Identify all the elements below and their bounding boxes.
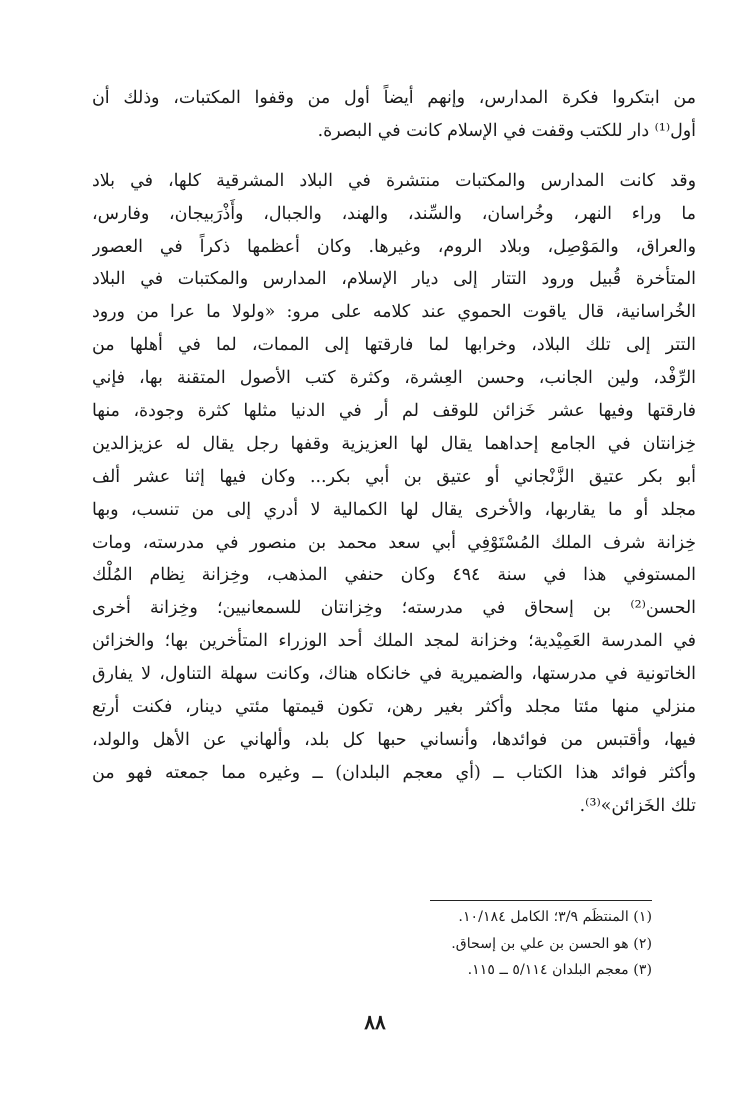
text-line: الرِّفْد، ولين الجانب، وحسن العِشرة، وكثرة كتب الأصول المتقنة بها، فإني: [92, 368, 696, 389]
page-number: ٨٨: [364, 1010, 386, 1034]
footnotes: [292, 904, 652, 984]
text-line: المتأخرة قُبيل ورود التتار إلى ديار الإسلام، المدارس والمكتبات في البلاد: [92, 269, 696, 290]
text-line: المستوفي هذا في سنة ٤٩٤ وكان حنفي المذهب، وخِزانة نِظام المُلْك: [92, 565, 696, 586]
text-line: التتر إلى تلك البلاد، وخرابها لما فارقتها إلى الممات، لما في أهلها من: [92, 335, 696, 356]
footnote-divider: [430, 900, 652, 901]
text-line: أول⁽¹⁾ دار للكتب وقفت في الإسلام كانت في البصرة.: [317, 120, 696, 141]
footnote: (٣) معجم البلدان ٥/١١٤ ــ ١١٥.: [467, 962, 652, 978]
text-line: الخاتونية في مدرستها، والضميرية في خانكاه هناك، وكانت سهلة التناول، لا يفارق: [92, 664, 696, 685]
text-line: مجلد أو ما يقاربها، والأخرى يقال لها الكمالية لا أدري إلى من تنسب، وبها: [92, 499, 696, 520]
footnote: (٢) هو الحسن بن علي بن إسحاق.: [451, 935, 652, 952]
text-line: فارقتها وفيها عشر خَزائن للوقف لم أر في الدنيا مثلها كثرة وجودة، منها: [92, 401, 696, 422]
paragraph-gap: [92, 148, 696, 165]
text-line: ما وراء النهر، وخُراسان، والسِّند، والهند، والجبال، وأَذْرَبيجان، وفارس،: [92, 203, 696, 224]
text-line: وأكثر فوائد هذا الكتاب ــ (أي معجم البلدان) ــ وغيره مما جمعته فهو من: [92, 762, 696, 783]
text-line: في المدرسة العَمِيْدية؛ وخزانة لمجد الملك أحد الوزراء المتأخرين بها؛ والخزائن: [92, 631, 696, 652]
text-line: وقد كانت المدارس والمكتبات منتشرة في البلاد المشرقية كلها، في بلاد: [92, 170, 696, 191]
text-line: والعراق، والمَوْصِل، وبلاد الروم، وغيرها. وكان أعظمها ذكراً في العصور: [92, 236, 696, 257]
main-text: [92, 82, 696, 823]
text-line: الحسن⁽²⁾ بن إسحاق في مدرسته؛ وخِزانتان للسمعانيين؛ وخِزانة أخرى: [92, 598, 696, 619]
text-line: منزلي منها مئتا مجلد وأكثر بغير رهن، تكون قيمتها مئتي دينار، فكنت أرتع: [92, 697, 696, 718]
text-line: خِزانة شرف الملك المُسْتَوْفِي أبي سعد محمد بن منصور في مدرسته، ومات: [92, 532, 696, 553]
text-line: الخُراسانية، قال ياقوت الحموي عند كلامه على مرو: «ولولا ما عرا من ورود: [92, 302, 696, 323]
text-line: خِزانتان في الجامع إحداهما يقال لها العزيزية وقفها رجل يقال له عزيزالدين: [92, 433, 696, 454]
text-line: أبو بكر عتيق الزَّنْجاني أو عتيق بن أبي بكر... وكان فيها إثنا عشر ألف: [92, 466, 696, 487]
text-line: تلك الخَزائن»⁽³⁾.: [579, 795, 696, 816]
footnote: (١) المنتظَم ٣/٩؛ الكامل ١٠/١٨٤.: [458, 909, 652, 925]
text-line: من ابتكروا فكرة المدارس، وإنهم أيضاً أول من وقفوا المكتبات، وذلك أن: [92, 88, 696, 108]
text-line: فيها، وأقتبس من فوائدها، وأنساني حبها كل بلد، وألهاني عن الأهل والولد،: [92, 729, 696, 750]
